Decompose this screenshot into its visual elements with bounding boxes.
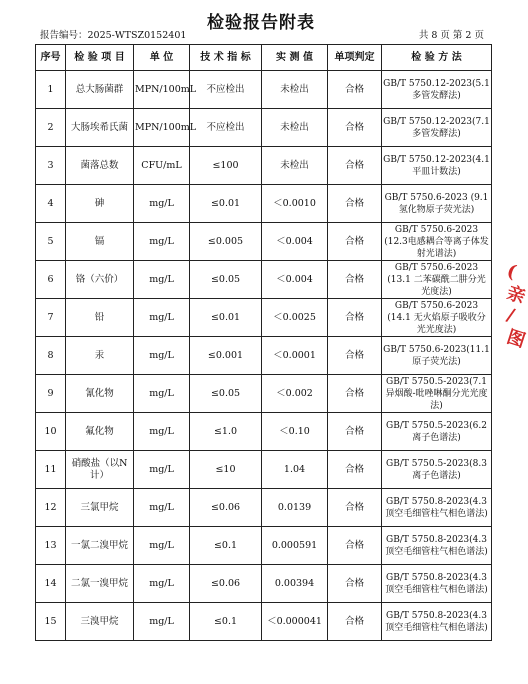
cell-no: 5 xyxy=(36,223,66,261)
cell-verdict: 合格 xyxy=(328,337,382,375)
cell-item: 总大肠菌群 xyxy=(66,71,134,109)
cell-item: 三溴甲烷 xyxy=(66,603,134,641)
cell-unit: mg/L xyxy=(134,527,190,565)
cell-item: 氟化物 xyxy=(66,413,134,451)
cell-unit: mg/L xyxy=(134,375,190,413)
cell-method: GB/T 5750.8-2023(4.3顶空毛细管柱气相色谱法) xyxy=(382,565,492,603)
cell-value: ＜0.0010 xyxy=(262,185,328,223)
cell-item: 砷 xyxy=(66,185,134,223)
cell-unit: mg/L xyxy=(134,337,190,375)
cell-unit: mg/L xyxy=(134,299,190,337)
cell-spec: 不应检出 xyxy=(190,109,262,147)
cell-verdict: 合格 xyxy=(328,299,382,337)
cell-value: ＜0.004 xyxy=(262,223,328,261)
cell-no: 1 xyxy=(36,71,66,109)
cell-value: ＜0.002 xyxy=(262,375,328,413)
table-row xyxy=(36,261,492,299)
cell-method: GB/T 5750.6-2023 (14.1 无火焰原子吸收分光光度法) xyxy=(382,299,492,337)
cell-value: ＜0.000041 xyxy=(262,603,328,641)
report-number: 报告编号：2025-WTSZ0152401 xyxy=(40,30,187,41)
cell-spec: 不应检出 xyxy=(190,71,262,109)
table-row xyxy=(36,71,492,109)
cell-item: 氰化物 xyxy=(66,375,134,413)
cell-spec: ≤0.005 xyxy=(190,223,262,261)
cell-unit: mg/L xyxy=(134,489,190,527)
cell-unit: mg/L xyxy=(134,565,190,603)
cell-verdict: 合格 xyxy=(328,375,382,413)
cell-method: GB/T 5750.6-2023 (9.1氢化物原子荧光法) xyxy=(382,185,492,223)
cell-value: 未检出 xyxy=(262,147,328,185)
cell-verdict: 合格 xyxy=(328,71,382,109)
page-info: 共 8 页 第 2 页 xyxy=(418,30,484,41)
header-value: 实 测 值 xyxy=(262,45,328,71)
cell-unit: CFU/mL xyxy=(134,147,190,185)
results-table xyxy=(35,44,492,641)
cell-no: 2 xyxy=(36,109,66,147)
cell-verdict: 合格 xyxy=(328,261,382,299)
cell-value: ＜0.10 xyxy=(262,413,328,451)
cell-spec: ≤0.1 xyxy=(190,527,262,565)
cell-value: 0.0139 xyxy=(262,489,328,527)
cell-value: 未检出 xyxy=(262,71,328,109)
cell-value: 0.000591 xyxy=(262,527,328,565)
table-row xyxy=(36,109,492,147)
cell-no: 13 xyxy=(36,527,66,565)
cell-unit: mg/L xyxy=(134,413,190,451)
table-row xyxy=(36,413,492,451)
page-title: 检验报告附表 xyxy=(207,13,315,33)
cell-verdict: 合格 xyxy=(328,451,382,489)
cell-method: GB/T 5750.6-2023(11.1原子荧光法) xyxy=(382,337,492,375)
cell-spec: ≤0.1 xyxy=(190,603,262,641)
cell-no: 6 xyxy=(36,261,66,299)
header-item: 检 验 项 目 xyxy=(66,45,134,71)
cell-spec: ≤0.01 xyxy=(190,185,262,223)
header-unit: 单 位 xyxy=(134,45,190,71)
cell-spec: ≤0.05 xyxy=(190,261,262,299)
cell-method: GB/T 5750.5-2023(6.2离子色谱法) xyxy=(382,413,492,451)
cell-no: 9 xyxy=(36,375,66,413)
cell-unit: mg/L xyxy=(134,451,190,489)
cell-unit: MPN/100mL xyxy=(134,71,190,109)
table-row xyxy=(36,565,492,603)
cell-method: GB/T 5750.12-2023(5.1多管发酵法) xyxy=(382,71,492,109)
cell-item: 菌落总数 xyxy=(66,147,134,185)
cell-no: 10 xyxy=(36,413,66,451)
cell-verdict: 合格 xyxy=(328,413,382,451)
cell-item: 汞 xyxy=(66,337,134,375)
cell-item: 二氯一溴甲烷 xyxy=(66,565,134,603)
header-method: 检 验 方 法 xyxy=(382,45,492,71)
cell-unit: mg/L xyxy=(134,223,190,261)
cell-spec: ≤1.0 xyxy=(190,413,262,451)
table-row xyxy=(36,147,492,185)
cell-item: 铅 xyxy=(66,299,134,337)
table-row xyxy=(36,527,492,565)
cell-method: GB/T 5750.6-2023 (12.3电感耦合等离子体发射光谱法) xyxy=(382,223,492,261)
cell-method: GB/T 5750.8-2023(4.3顶空毛细管柱气相色谱法) xyxy=(382,489,492,527)
cell-no: 14 xyxy=(36,565,66,603)
cell-unit: mg/L xyxy=(134,261,190,299)
cell-item: 一氯二溴甲烷 xyxy=(66,527,134,565)
cell-value: ＜0.0025 xyxy=(262,299,328,337)
table-row xyxy=(36,375,492,413)
cell-item: 镉 xyxy=(66,223,134,261)
cell-item: 大肠埃希氏菌 xyxy=(66,109,134,147)
cell-no: 8 xyxy=(36,337,66,375)
table-row xyxy=(36,185,492,223)
table-row xyxy=(36,299,492,337)
cell-no: 4 xyxy=(36,185,66,223)
cell-spec: ≤0.06 xyxy=(190,489,262,527)
cell-spec: ≤0.001 xyxy=(190,337,262,375)
cell-no: 11 xyxy=(36,451,66,489)
table-row xyxy=(36,603,492,641)
cell-method: GB/T 5750.8-2023(4.3顶空毛细管柱气相色谱法) xyxy=(382,527,492,565)
table-row xyxy=(36,337,492,375)
cell-spec: ≤0.01 xyxy=(190,299,262,337)
cell-spec: ≤0.06 xyxy=(190,565,262,603)
cell-no: 7 xyxy=(36,299,66,337)
cell-spec: ≤0.05 xyxy=(190,375,262,413)
cell-verdict: 合格 xyxy=(328,603,382,641)
cell-no: 12 xyxy=(36,489,66,527)
cell-method: GB/T 5750.6-2023 (13.1 二苯碳酰二肼分光光度法) xyxy=(382,261,492,299)
seal-stamp-fragment: ( 亲 / 图 xyxy=(504,260,528,352)
table-row xyxy=(36,451,492,489)
cell-value: 未检出 xyxy=(262,109,328,147)
cell-method: GB/T 5750.12-2023(4.1平皿计数法) xyxy=(382,147,492,185)
cell-method: GB/T 5750.5-2023(8.3离子色谱法) xyxy=(382,451,492,489)
cell-item: 三氯甲烷 xyxy=(66,489,134,527)
cell-method: GB/T 5750.12-2023(7.1多管发酵法) xyxy=(382,109,492,147)
header-verdict: 单项判定 xyxy=(328,45,382,71)
cell-no: 15 xyxy=(36,603,66,641)
header-no: 序号 xyxy=(36,45,66,71)
cell-unit: mg/L xyxy=(134,603,190,641)
table-row xyxy=(36,489,492,527)
cell-value: ＜0.0001 xyxy=(262,337,328,375)
cell-spec: ≤100 xyxy=(190,147,262,185)
cell-verdict: 合格 xyxy=(328,489,382,527)
cell-verdict: 合格 xyxy=(328,223,382,261)
cell-item: 铬（六价） xyxy=(66,261,134,299)
cell-value: ＜0.004 xyxy=(262,261,328,299)
cell-value: 0.00394 xyxy=(262,565,328,603)
cell-method: GB/T 5750.5-2023(7.1异烟酸-吡唑啉酮分光光度法) xyxy=(382,375,492,413)
cell-unit: mg/L xyxy=(134,185,190,223)
table-header-row xyxy=(36,45,492,71)
cell-verdict: 合格 xyxy=(328,527,382,565)
cell-verdict: 合格 xyxy=(328,565,382,603)
cell-method: GB/T 5750.8-2023(4.3顶空毛细管柱气相色谱法) xyxy=(382,603,492,641)
cell-spec: ≤10 xyxy=(190,451,262,489)
cell-verdict: 合格 xyxy=(328,185,382,223)
table-row xyxy=(36,223,492,261)
header-spec: 技 术 指 标 xyxy=(190,45,262,71)
cell-verdict: 合格 xyxy=(328,147,382,185)
cell-unit: MPN/100mL xyxy=(134,109,190,147)
cell-value: 1.04 xyxy=(262,451,328,489)
cell-verdict: 合格 xyxy=(328,109,382,147)
cell-item: 硝酸盐（以N计） xyxy=(66,451,134,489)
cell-no: 3 xyxy=(36,147,66,185)
